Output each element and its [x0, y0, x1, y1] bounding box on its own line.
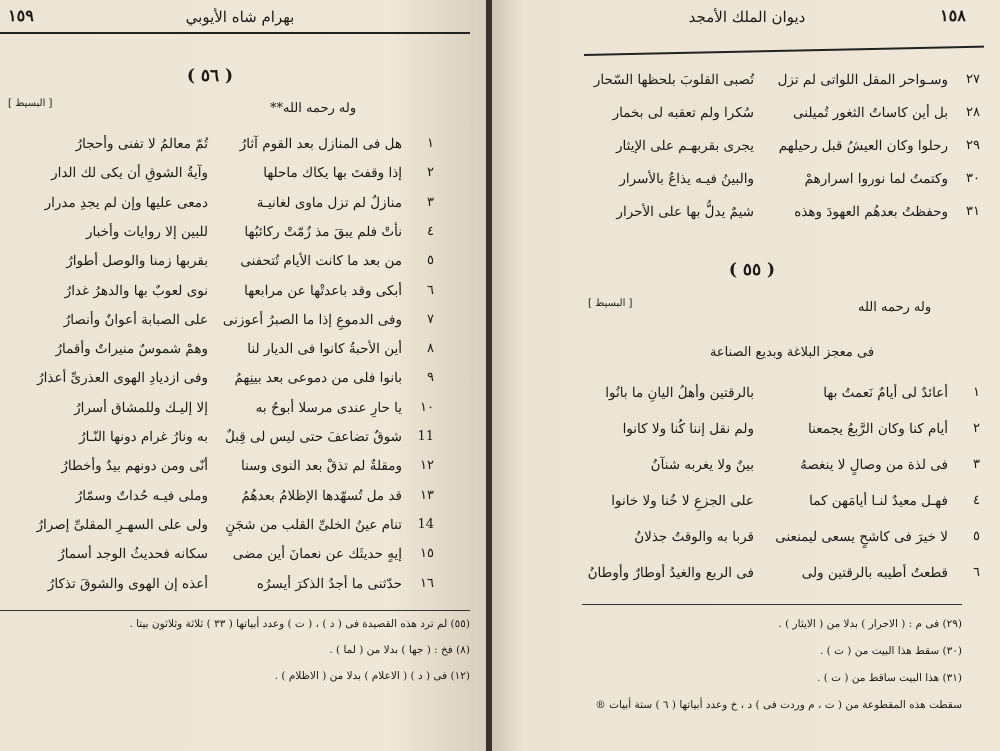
- verse-row: [6, 517, 476, 547]
- footnote: (٥٥) لم ترد هذه القصيدة فى ( د ) ، ( ت ) وعدد أبياتها ( ٣٣ ) ثلاثة وثلاثون بيتا .: [129, 618, 470, 630]
- verse-row: [572, 204, 992, 234]
- verse-second-hemistich: يجرى بقربهـم على الإيثار: [615, 138, 754, 154]
- verse-number: ٣: [427, 194, 434, 210]
- right-page-number: ١٥٨: [940, 6, 966, 25]
- verse-number: ٦: [427, 282, 434, 298]
- verse-row: [6, 546, 476, 576]
- verse-second-hemistich: إلا إليـك وللمشاق أسرارُ: [74, 399, 208, 416]
- verse-row: [6, 224, 476, 254]
- footnote: سقطت هذه المقطوعة من ( ت ، م وردت فى ) د ، خ وعدد أبياتها ( ٦ ) ستة أبيات ®: [595, 699, 962, 711]
- verse-first-hemistich: ومقلةٌ لم تذقْ بعد النوى وسنا: [240, 458, 402, 475]
- verse-row: [6, 341, 476, 371]
- verse-second-hemistich: بقربها زمنا والوصل أطوارُ: [66, 253, 208, 270]
- right-header-rule: [584, 46, 984, 56]
- verse-row: [572, 72, 992, 102]
- verse-second-hemistich: نوى لعوبٌ بها والدهرُ غدارُ: [64, 282, 208, 299]
- right-page: [492, 0, 1000, 751]
- verse-first-hemistich: حدّثنى ما أجدُ الذكرَ أيسرُه: [256, 575, 402, 592]
- verse-first-hemistich: أين الأحبةُ كانوا فى الديار لنا: [247, 341, 402, 358]
- left-header-rule: [0, 32, 470, 34]
- verse-second-hemistich: تُمّ معالمُ لا تفنى وأحجارُ: [75, 136, 208, 152]
- verse-second-hemistich: ولم نقل إننا كُنا ولا كانوا: [622, 421, 754, 437]
- verse-number: ٤: [973, 493, 980, 508]
- verse-first-hemistich: لا خيرَ فى كاشحٍ يسعى ليمنعنى: [775, 529, 948, 545]
- verse-number: ٦: [973, 565, 980, 580]
- verse-row: [6, 576, 476, 606]
- left-intro: وله رحمه الله**: [270, 101, 357, 116]
- verse-row: [6, 488, 476, 518]
- verse-number: ١٢: [420, 458, 434, 474]
- left-page-number: ١٥٩: [8, 6, 34, 25]
- verse-second-hemistich: فى الربع والغيدُ أوطارٌ وأوطانُ: [587, 565, 754, 581]
- verse-first-hemistich: أبكى وقد باعدتْها عن مرابعها: [244, 282, 402, 299]
- verse-number: ١٠: [420, 399, 434, 415]
- verse-first-hemistich: أعائدٌ لى أيامٌ نَعمتُ بها: [823, 385, 948, 401]
- left-section-number: ( ٥٦ ): [186, 66, 234, 86]
- verse-first-hemistich: شوقٌ تضاعفَ حتى ليس لى قِبلٌ: [224, 429, 402, 445]
- verse-number: ١: [427, 136, 434, 151]
- verse-number: ٢٩: [966, 138, 980, 153]
- footnote: (٢٩) فى م : ( الاحرار ) بدلا من ( الايثار ) .: [778, 618, 962, 630]
- verse-number: ٢٧: [966, 72, 980, 87]
- footnote: (٨) فخ : ( جها ) بدلا من ( لما ) .: [329, 644, 470, 656]
- verse-second-hemistich: وملى فيـه حُداتٌ وسمّارُ: [75, 487, 208, 504]
- verse-first-hemistich: قد مل تُسهّدها الإظلامُ بعدهُمُ: [241, 487, 402, 504]
- verse-number: ٢: [973, 421, 980, 436]
- verse-number: 11: [417, 429, 434, 444]
- verse-row: [572, 565, 992, 595]
- verse-first-hemistich: أيام كنا وكان الرَّبعُ يجمعنا: [808, 421, 948, 437]
- verse-number: ٨: [427, 341, 434, 357]
- verse-second-hemistich: دمعى عليها وإن لم يجدِ مدرار: [44, 194, 208, 211]
- verse-number: ١٥: [420, 546, 434, 562]
- verse-number: ٢: [427, 165, 434, 181]
- right-footnote-rule: [582, 604, 962, 605]
- verse-second-hemistich: بالرقتين وأهلُ اليانِ ما بانُوا: [605, 385, 754, 401]
- verse-row: [6, 370, 476, 400]
- verse-row: [572, 529, 992, 559]
- verse-row: [6, 195, 476, 225]
- footnote: (٣٠) سقط هذا البيت من ( ت ) .: [819, 645, 962, 657]
- verse-number: ٤: [427, 223, 434, 239]
- verse-first-hemistich: إذا وقفتَ بها يكاك ماحلها: [263, 165, 402, 182]
- verse-row: [572, 105, 992, 135]
- verse-number: ٧: [427, 311, 434, 327]
- verse-second-hemistich: أنّى ومن دونهم بيدٌ وأخطارُ: [61, 458, 208, 475]
- verse-number: 14: [417, 516, 434, 532]
- verse-number: ١: [973, 385, 980, 400]
- verse-first-hemistich: فهـل معيدٌ لنـا أيامَهن كما: [809, 493, 948, 509]
- verse-first-hemistich: وسـواحر المقل اللواتى لم تزل: [777, 72, 948, 88]
- verse-row: [572, 457, 992, 487]
- verse-first-hemistich: قطعتُ أطيبه بالرقتين ولى: [801, 565, 948, 581]
- verse-second-hemistich: شيمٌ يدلُّ بها على الأحرار: [616, 204, 754, 220]
- verse-number: ٩: [427, 370, 434, 386]
- verse-second-hemistich: به ونارُ غرام دونها النّـارُ: [79, 429, 208, 445]
- verse-second-hemistich: سُكرا ولم تعقبه لى بخمار: [612, 105, 754, 121]
- footnote: (٣١) هذا البيت ساقط من ( ت ) .: [817, 672, 962, 684]
- verse-second-hemistich: وفى ازديادِ الهوى العذرىِّ أعذارُ: [37, 370, 208, 387]
- verse-row: [572, 171, 992, 201]
- right-meter-label: [ البسيط ]: [588, 298, 633, 309]
- right-section-number: ( ٥٥ ): [728, 260, 776, 280]
- verse-first-hemistich: وحفظتُ بعدهُم العهودَ وهذه: [794, 204, 948, 220]
- verse-number: ٥: [427, 253, 434, 269]
- verse-first-hemistich: منازلٌ لم تزل ماوى لغانيـة: [256, 194, 402, 211]
- verse-first-hemistich: فى لذة من وصالٍ لا ينغصهُ: [800, 457, 948, 473]
- verse-number: ٥: [973, 529, 980, 544]
- verse-first-hemistich: بانوا فلى من دموعى بعد بينِهمُ: [234, 370, 402, 387]
- verse-second-hemistich: على الصبابة أعوانٌ وأنصارُ: [63, 311, 208, 328]
- verse-row: [6, 458, 476, 488]
- verse-second-hemistich: وآيةُ الشوقِ أن يكى لك الدار: [51, 165, 208, 182]
- verse-second-hemistich: للبين إلا روايات وأخبار: [85, 223, 208, 240]
- verse-row: [6, 429, 476, 459]
- verse-number: ٢٨: [966, 105, 980, 120]
- verse-second-hemistich: أعذه إن الهوى والشوقَ تذكارُ: [47, 575, 208, 592]
- verse-row: [6, 312, 476, 342]
- verse-first-hemistich: وفى الدموعِ إذا ما الصبرُ أعوزنى: [222, 311, 402, 328]
- verse-row: [572, 421, 992, 451]
- verse-first-hemistich: نأتْ فلم يبقَ مذ زُمّتْ ركائبُها: [244, 223, 402, 240]
- verse-row: [6, 283, 476, 313]
- verse-row: [6, 136, 476, 166]
- left-running-header: بهرام شاه الأيوبي: [185, 8, 295, 26]
- verse-row: [6, 165, 476, 195]
- verse-number: ٣١: [966, 204, 980, 219]
- left-meter-label: [ البسيط ]: [8, 98, 53, 109]
- footnote: (١٢) فى ( د ) ( الاعلام ) بدلا من ( الاظلام ) .: [274, 670, 470, 682]
- verse-second-hemistich: بينٌ ولا يغربه شنآنُ: [650, 457, 754, 473]
- verse-first-hemistich: يا حارِ عندى مرسلا أبوحُ به: [255, 399, 402, 416]
- right-running-header: ديوان الملك الأمجد: [688, 8, 806, 26]
- verse-number: ٣٠: [966, 171, 980, 186]
- verse-first-hemistich: بل أين كاساتُ الثغور تُميلنى: [793, 105, 948, 121]
- right-subtitle: فى معجز البلاغة وبديع الصناعة: [709, 345, 875, 360]
- verse-first-hemistich: تنام عينُ الخلىِّ القلب من شجَنٍ: [225, 516, 402, 533]
- verse-row: [572, 493, 992, 523]
- verse-second-hemistich: والبينُ فيـه يذاعُ بالأسرار: [619, 171, 754, 187]
- verse-first-hemistich: إيهٍ حديثَك عن نعمانَ أين مضى: [232, 546, 402, 563]
- verse-first-hemistich: رحلوا وكان العيشُ قبل رحيلهم: [778, 138, 948, 154]
- verse-row: [6, 400, 476, 430]
- verse-first-hemistich: من بعد ما كانت الأيام تُتحفنى: [240, 253, 402, 270]
- verse-second-hemistich: على الجزعِ لا خُنا ولا خانوا: [611, 493, 754, 509]
- left-footnote-rule: [0, 610, 470, 611]
- verse-second-hemistich: سكانه فحديثُ الوجد أسمارُ: [58, 546, 208, 563]
- verse-row: [572, 138, 992, 168]
- verse-first-hemistich: هل فى المنازل بعد القوم آثارُ: [239, 136, 402, 152]
- verse-row: [6, 253, 476, 283]
- verse-row: [572, 385, 992, 415]
- verse-second-hemistich: قربا به والوقتُ جذلانُ: [634, 529, 754, 545]
- verse-number: ٣: [973, 457, 980, 472]
- verse-number: ١٦: [420, 575, 434, 591]
- verse-second-hemistich: ولى على السهـرِ المقلىِّ إصرارُ: [36, 516, 208, 533]
- verse-number: ١٣: [420, 487, 434, 503]
- verse-first-hemistich: وكتمتُ لما نوروا اسرارهمْ: [804, 171, 948, 187]
- right-intro: وله رحمه الله: [858, 300, 932, 315]
- verse-second-hemistich: وهمْ شموسٌ منيراتٌ وأقمارُ: [55, 341, 208, 358]
- verse-second-hemistich: تُصبى القلوبَ بلحظها السّحار: [593, 72, 754, 88]
- left-page: [0, 0, 486, 751]
